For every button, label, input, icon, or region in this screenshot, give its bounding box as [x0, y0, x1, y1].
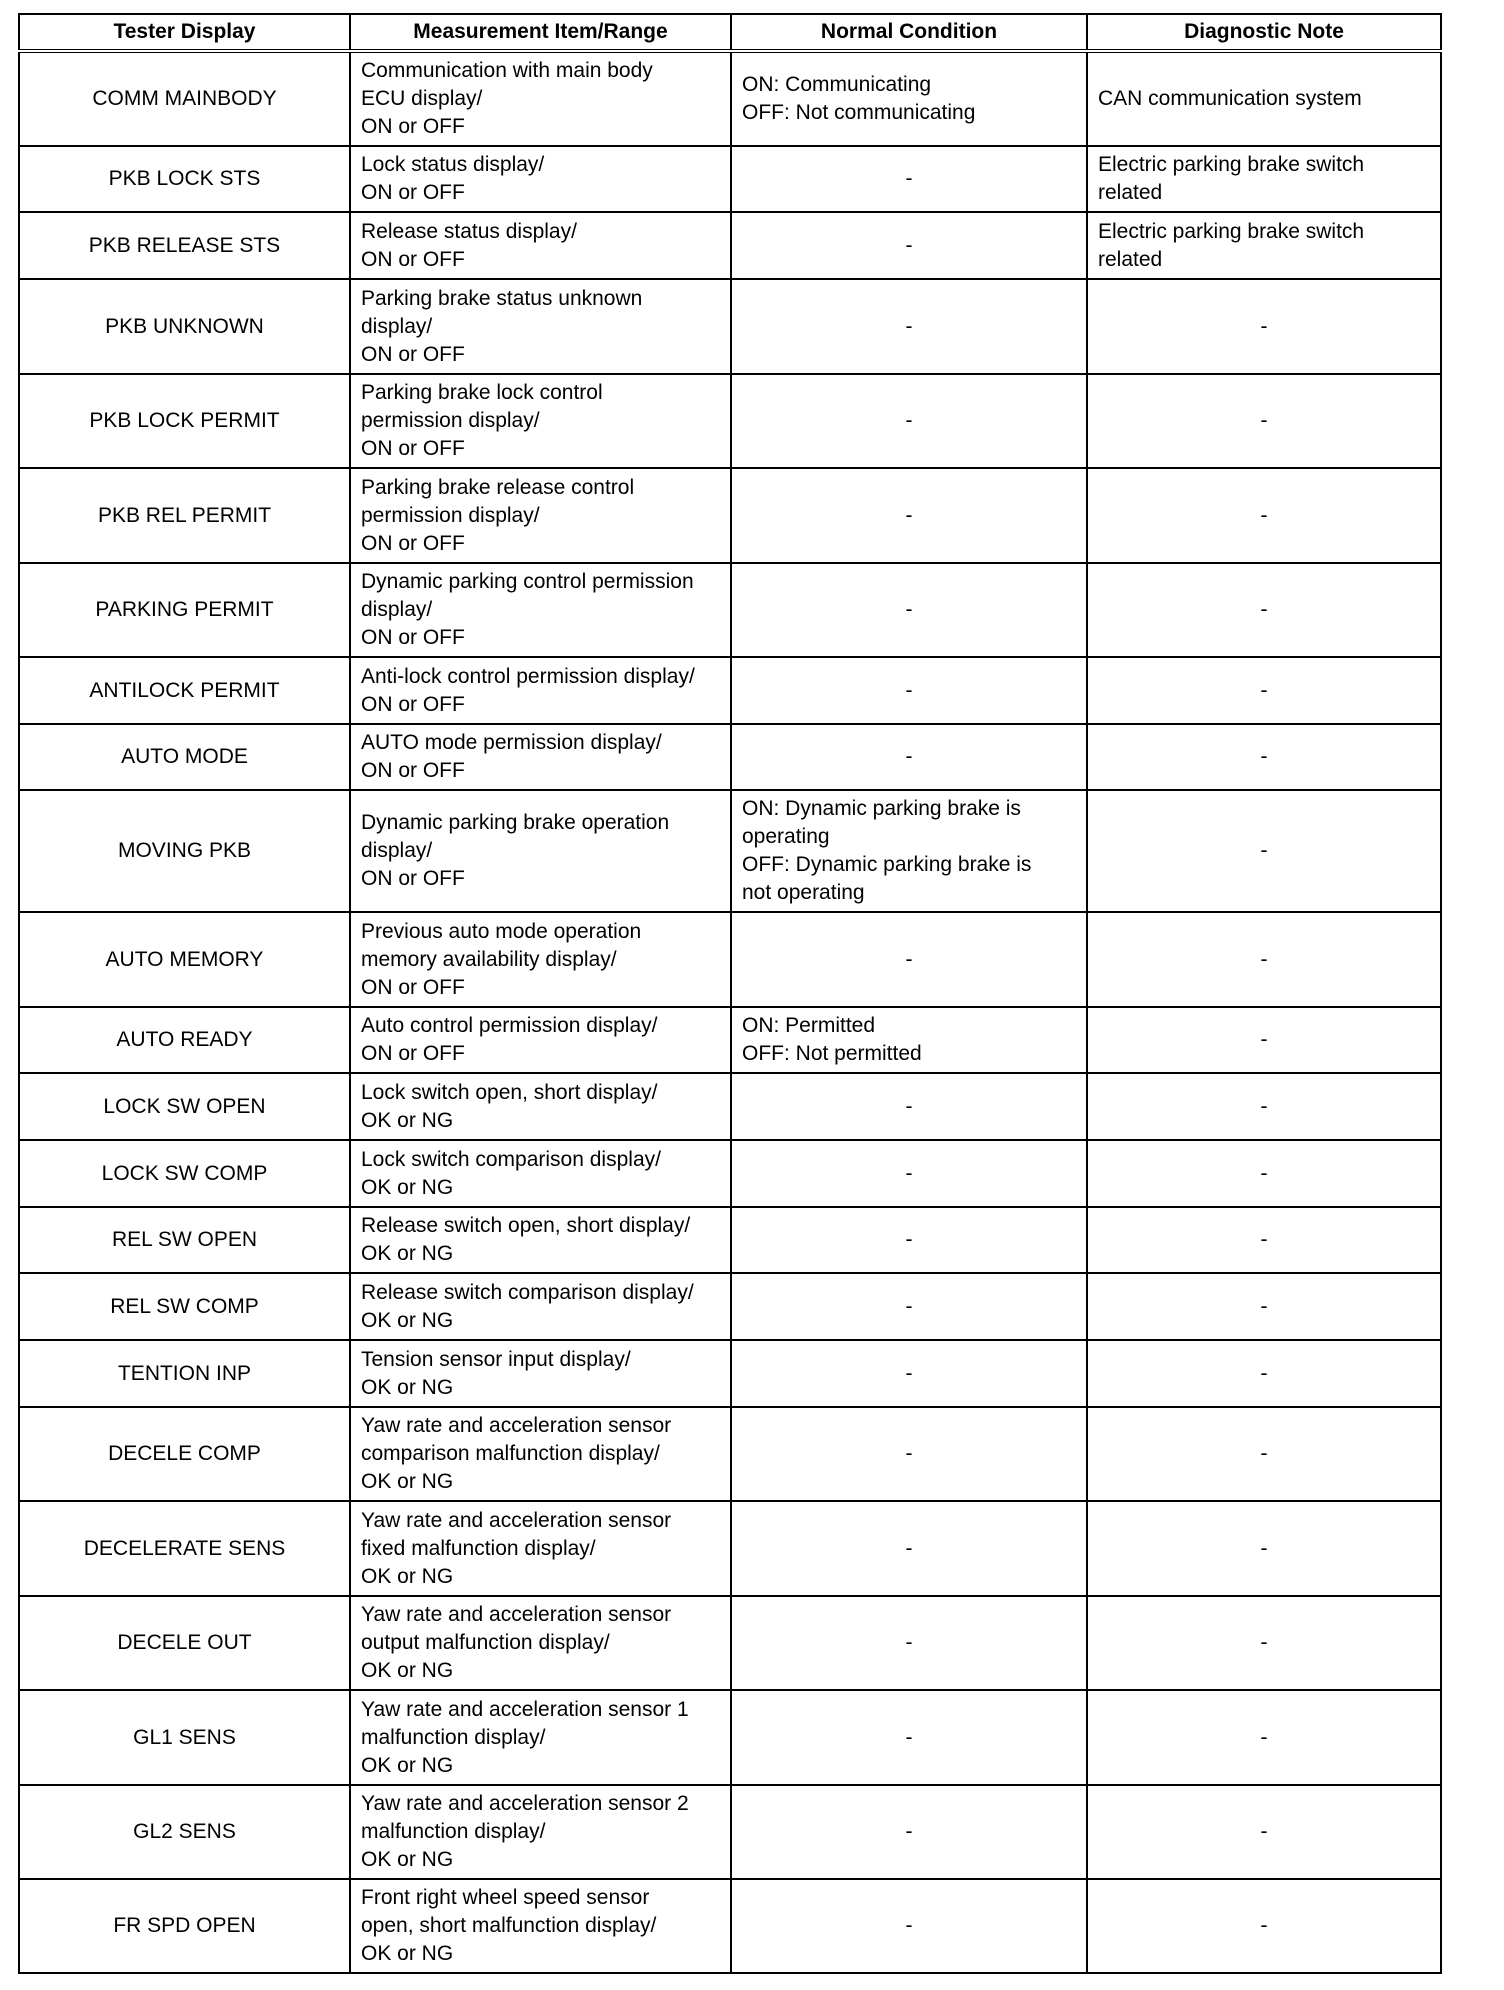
- measurement-item-cell: Lock status display/ ON or OFF: [350, 146, 731, 212]
- normal-condition-cell: -: [731, 374, 1087, 468]
- tester-display-cell: PKB LOCK PERMIT: [19, 374, 350, 468]
- diagnostic-note-cell: -: [1087, 1273, 1441, 1340]
- tester-display-cell: PKB RELEASE STS: [19, 212, 350, 279]
- diagnostic-note-cell: -: [1087, 1407, 1441, 1501]
- table-row: [19, 51, 1441, 146]
- diagnostic-note-cell: -: [1087, 279, 1441, 374]
- diagnostic-note-cell: -: [1087, 1785, 1441, 1879]
- measurement-item-cell: Tension sensor input display/ OK or NG: [350, 1340, 731, 1407]
- normal-condition-cell: -: [731, 563, 1087, 657]
- measurement-item-cell: Parking brake release control permission display/ ON or OFF: [350, 468, 731, 563]
- tester-display-cell: TENTION INP: [19, 1340, 350, 1407]
- tester-display-cell: GL2 SENS: [19, 1785, 350, 1879]
- diagnostic-note-cell: Electric parking brake switch related: [1087, 146, 1441, 212]
- normal-condition-cell: -: [731, 1501, 1087, 1596]
- header-normal-condition: Normal Condition: [731, 14, 1087, 51]
- diagnostic-note-cell: -: [1087, 374, 1441, 468]
- diagnostic-note-cell: -: [1087, 790, 1441, 912]
- table-row: [19, 374, 1441, 468]
- table-row: [19, 1007, 1441, 1073]
- measurement-item-cell: Release status display/ ON or OFF: [350, 212, 731, 279]
- tester-display-cell: AUTO MODE: [19, 724, 350, 790]
- measurement-item-cell: Yaw rate and acceleration sensor comparison malfunction display/ OK or NG: [350, 1407, 731, 1501]
- diagnostic-note-cell: -: [1087, 1140, 1441, 1207]
- measurement-item-cell: Parking brake lock control permission display/ ON or OFF: [350, 374, 731, 468]
- table-row: [19, 1690, 1441, 1785]
- tester-display-cell: REL SW OPEN: [19, 1207, 350, 1273]
- table-row: [19, 1273, 1441, 1340]
- measurement-item-cell: Yaw rate and acceleration sensor 2 malfunction display/ OK or NG: [350, 1785, 731, 1879]
- table-row: [19, 790, 1441, 912]
- normal-condition-cell: -: [731, 1073, 1087, 1140]
- table-row: [19, 1340, 1441, 1407]
- measurement-item-cell: Yaw rate and acceleration sensor 1 malfunction display/ OK or NG: [350, 1690, 731, 1785]
- normal-condition-cell: -: [731, 212, 1087, 279]
- table-row: [19, 563, 1441, 657]
- measurement-item-cell: Parking brake status unknown display/ ON or OFF: [350, 279, 731, 374]
- table-row: [19, 1407, 1441, 1501]
- diagnostic-note-cell: -: [1087, 724, 1441, 790]
- normal-condition-cell: -: [731, 1596, 1087, 1690]
- normal-condition-cell: -: [731, 1140, 1087, 1207]
- normal-condition-cell: -: [731, 279, 1087, 374]
- diagnostic-note-cell: Electric parking brake switch related: [1087, 212, 1441, 279]
- normal-condition-cell: -: [731, 1273, 1087, 1340]
- normal-condition-cell: -: [731, 1879, 1087, 1973]
- tester-display-cell: DECELE COMP: [19, 1407, 350, 1501]
- normal-condition-cell: ON: Permitted OFF: Not permitted: [731, 1007, 1087, 1073]
- diagnostic-note-cell: -: [1087, 1879, 1441, 1973]
- normal-condition-cell: -: [731, 146, 1087, 212]
- tester-display-cell: PKB UNKNOWN: [19, 279, 350, 374]
- normal-condition-cell: -: [731, 1690, 1087, 1785]
- diagnostic-note-cell: -: [1087, 468, 1441, 563]
- normal-condition-cell: -: [731, 912, 1087, 1007]
- measurement-item-cell: Yaw rate and acceleration sensor fixed malfunction display/ OK or NG: [350, 1501, 731, 1596]
- measurement-item-cell: Lock switch comparison display/ OK or NG: [350, 1140, 731, 1207]
- diagnostic-note-cell: -: [1087, 1690, 1441, 1785]
- header-diagnostic-note: Diagnostic Note: [1087, 14, 1441, 51]
- table-row: [19, 724, 1441, 790]
- diagnostic-note-cell: -: [1087, 1340, 1441, 1407]
- table-row: [19, 1501, 1441, 1596]
- normal-condition-cell: -: [731, 1407, 1087, 1501]
- diagnostic-data-table: [18, 13, 1442, 1974]
- table-row: [19, 1879, 1441, 1973]
- normal-condition-cell: -: [731, 468, 1087, 563]
- normal-condition-cell: ON: Dynamic parking brake is operating OFF: Dynamic parking brake is not operating: [731, 790, 1087, 912]
- table-row: [19, 212, 1441, 279]
- normal-condition-cell: -: [731, 1785, 1087, 1879]
- header-measurement-item: Measurement Item/Range: [350, 14, 731, 51]
- tester-display-cell: MOVING PKB: [19, 790, 350, 912]
- tester-display-cell: LOCK SW OPEN: [19, 1073, 350, 1140]
- measurement-item-cell: Dynamic parking control permission display/ ON or OFF: [350, 563, 731, 657]
- diagnostic-note-cell: CAN communication system: [1087, 51, 1441, 146]
- tester-display-cell: LOCK SW COMP: [19, 1140, 350, 1207]
- measurement-item-cell: Release switch open, short display/ OK or NG: [350, 1207, 731, 1273]
- tester-display-cell: PKB REL PERMIT: [19, 468, 350, 563]
- normal-condition-cell: -: [731, 1340, 1087, 1407]
- tester-display-cell: REL SW COMP: [19, 1273, 350, 1340]
- tester-display-cell: COMM MAINBODY: [19, 51, 350, 146]
- diagnostic-note-cell: -: [1087, 1207, 1441, 1273]
- table-row: [19, 912, 1441, 1007]
- diagnostic-note-cell: -: [1087, 1596, 1441, 1690]
- tester-display-cell: AUTO MEMORY: [19, 912, 350, 1007]
- measurement-item-cell: Release switch comparison display/ OK or NG: [350, 1273, 731, 1340]
- normal-condition-cell: -: [731, 724, 1087, 790]
- normal-condition-cell: -: [731, 657, 1087, 724]
- table-row: [19, 1596, 1441, 1690]
- tester-display-cell: DECELERATE SENS: [19, 1501, 350, 1596]
- table-row: [19, 657, 1441, 724]
- table-row: [19, 1207, 1441, 1273]
- header-row: [19, 14, 1441, 51]
- diagnostic-note-cell: -: [1087, 1073, 1441, 1140]
- measurement-item-cell: Yaw rate and acceleration sensor output malfunction display/ OK or NG: [350, 1596, 731, 1690]
- diagnostic-note-cell: -: [1087, 1501, 1441, 1596]
- normal-condition-cell: -: [731, 1207, 1087, 1273]
- tester-display-cell: FR SPD OPEN: [19, 1879, 350, 1973]
- measurement-item-cell: Anti-lock control permission display/ ON or OFF: [350, 657, 731, 724]
- tester-display-cell: PKB LOCK STS: [19, 146, 350, 212]
- diagnostic-note-cell: -: [1087, 912, 1441, 1007]
- table-row: [19, 1073, 1441, 1140]
- table-row: [19, 146, 1441, 212]
- header-tester-display: Tester Display: [19, 14, 350, 51]
- diagnostic-note-cell: -: [1087, 563, 1441, 657]
- tester-display-cell: ANTILOCK PERMIT: [19, 657, 350, 724]
- measurement-item-cell: Communication with main body ECU display/ ON or OFF: [350, 51, 731, 146]
- measurement-item-cell: Front right wheel speed sensor open, short malfunction display/ OK or NG: [350, 1879, 731, 1973]
- measurement-item-cell: Dynamic parking brake operation display/ ON or OFF: [350, 790, 731, 912]
- measurement-item-cell: Lock switch open, short display/ OK or NG: [350, 1073, 731, 1140]
- diagnostic-note-cell: -: [1087, 657, 1441, 724]
- measurement-item-cell: Auto control permission display/ ON or OFF: [350, 1007, 731, 1073]
- tester-display-cell: AUTO READY: [19, 1007, 350, 1073]
- table-row: [19, 1140, 1441, 1207]
- table-row: [19, 468, 1441, 563]
- normal-condition-cell: ON: Communicating OFF: Not communicating: [731, 51, 1087, 146]
- measurement-item-cell: Previous auto mode operation memory availability display/ ON or OFF: [350, 912, 731, 1007]
- table-body: [19, 51, 1441, 1973]
- diagnostic-note-cell: -: [1087, 1007, 1441, 1073]
- table-row: [19, 1785, 1441, 1879]
- tester-display-cell: DECELE OUT: [19, 1596, 350, 1690]
- tester-display-cell: PARKING PERMIT: [19, 563, 350, 657]
- measurement-item-cell: AUTO mode permission display/ ON or OFF: [350, 724, 731, 790]
- table-row: [19, 279, 1441, 374]
- tester-display-cell: GL1 SENS: [19, 1690, 350, 1785]
